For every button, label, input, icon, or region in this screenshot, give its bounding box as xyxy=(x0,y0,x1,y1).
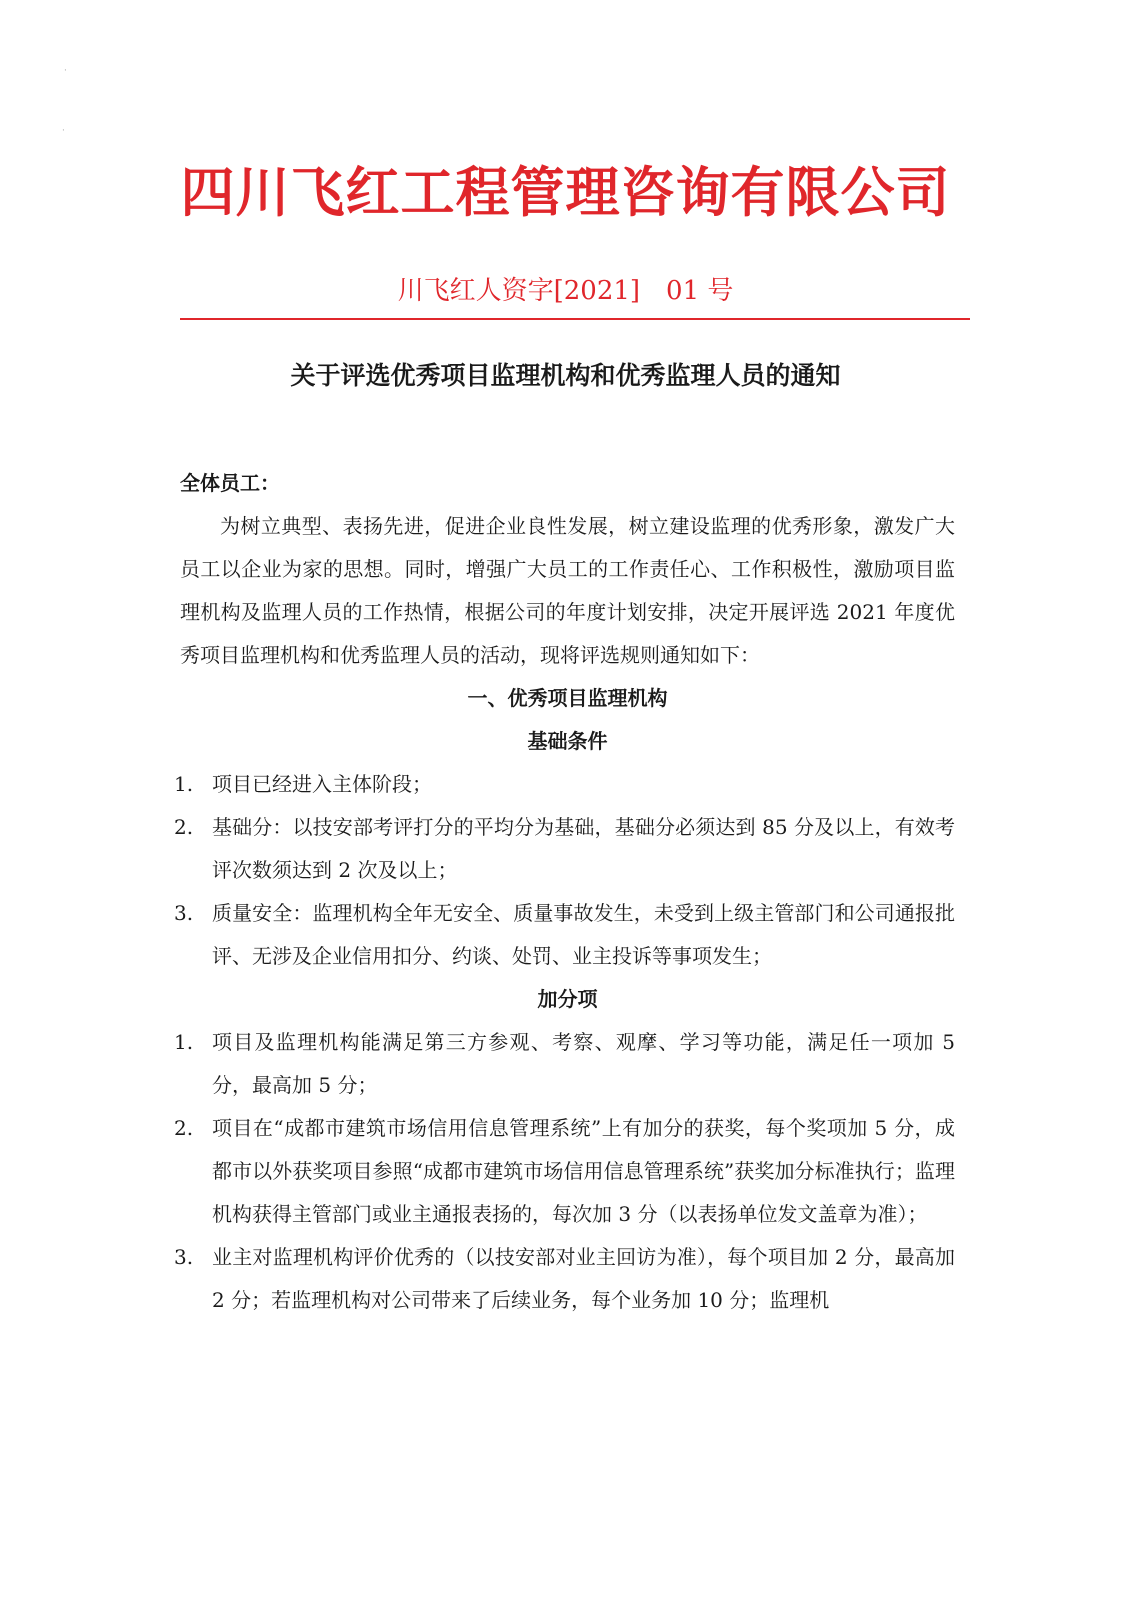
list-number: 2. xyxy=(174,815,194,839)
scan-speck: · xyxy=(62,126,65,136)
list-item xyxy=(174,1021,955,1107)
list-item xyxy=(174,892,955,978)
list-number: 3. xyxy=(174,1245,194,1269)
subsection-heading-bonus: 加分项 xyxy=(537,987,598,1011)
list-number: 1. xyxy=(174,772,194,796)
letterhead-company-name: 四川飞红工程管理咨询有限公司 xyxy=(180,161,951,224)
list-item xyxy=(174,1107,955,1236)
list-text: 项目在“成都市建筑市场信用信息管理系统”上有加分的获奖，每个奖项加 5 分，成都市以外获奖项目参照“成都市建筑市场信用信息管理系统”获奖加分标准执行；监理机构获得主管部门或业主通报表扬的，每次加 3 分（以表扬单位发文盖章为准）； xyxy=(212,1116,955,1226)
list-number: 3. xyxy=(174,901,194,925)
list-text: 项目已经进入主体阶段； xyxy=(212,772,432,796)
subsection-heading-basic: 基础条件 xyxy=(527,729,608,753)
list-item xyxy=(174,1236,955,1322)
letterhead-divider xyxy=(180,318,970,320)
scan-speck: · xyxy=(64,66,67,76)
list-item xyxy=(174,763,955,806)
document-title: 关于评选优秀项目监理机构和优秀监理人员的通知 xyxy=(290,361,841,390)
document-body xyxy=(174,462,955,1322)
list-text: 质量安全：监理机构全年无安全、质量事故发生，未受到上级主管部门和公司通报批评、无涉及企业信用扣分、约谈、处罚、业主投诉等事项发生； xyxy=(212,901,955,968)
list-text: 基础分：以技安部考评打分的平均分为基础，基础分必须达到 85 分及以上，有效考评次数须达到 2 次及以上； xyxy=(212,815,955,882)
list-number: 1. xyxy=(174,1030,194,1054)
salutation: 全体员工： xyxy=(180,471,280,495)
list-text: 业主对监理机构评价优秀的（以技安部对业主回访为准），每个项目加 2 分，最高加 2 分；若监理机构对公司带来了后续业务，每个业务加 10 分；监理机 xyxy=(212,1245,955,1312)
list-text: 项目及监理机构能满足第三方参观、考察、观摩、学习等功能，满足任一项加 5 分，最高加 5 分； xyxy=(212,1030,955,1097)
document-number: 川飞红人资字[2021] 01 号 xyxy=(397,276,734,306)
section-heading: 一、优秀项目监理机构 xyxy=(467,686,668,710)
list-item xyxy=(174,806,955,892)
intro-paragraph: 为树立典型、表扬先进，促进企业良性发展，树立建设监理的优秀形象，激发广大员工以企业为家的思想。同时，增强广大员工的工作责任心、工作积极性，激励项目监理机构及监理人员的工作热情，根据公司的年度计划安排，决定开展评选 2021 年度优秀项目监理机构和优秀监理人员的活动，现将评选规则通知如下： xyxy=(180,514,955,667)
list-number: 2. xyxy=(174,1116,194,1140)
